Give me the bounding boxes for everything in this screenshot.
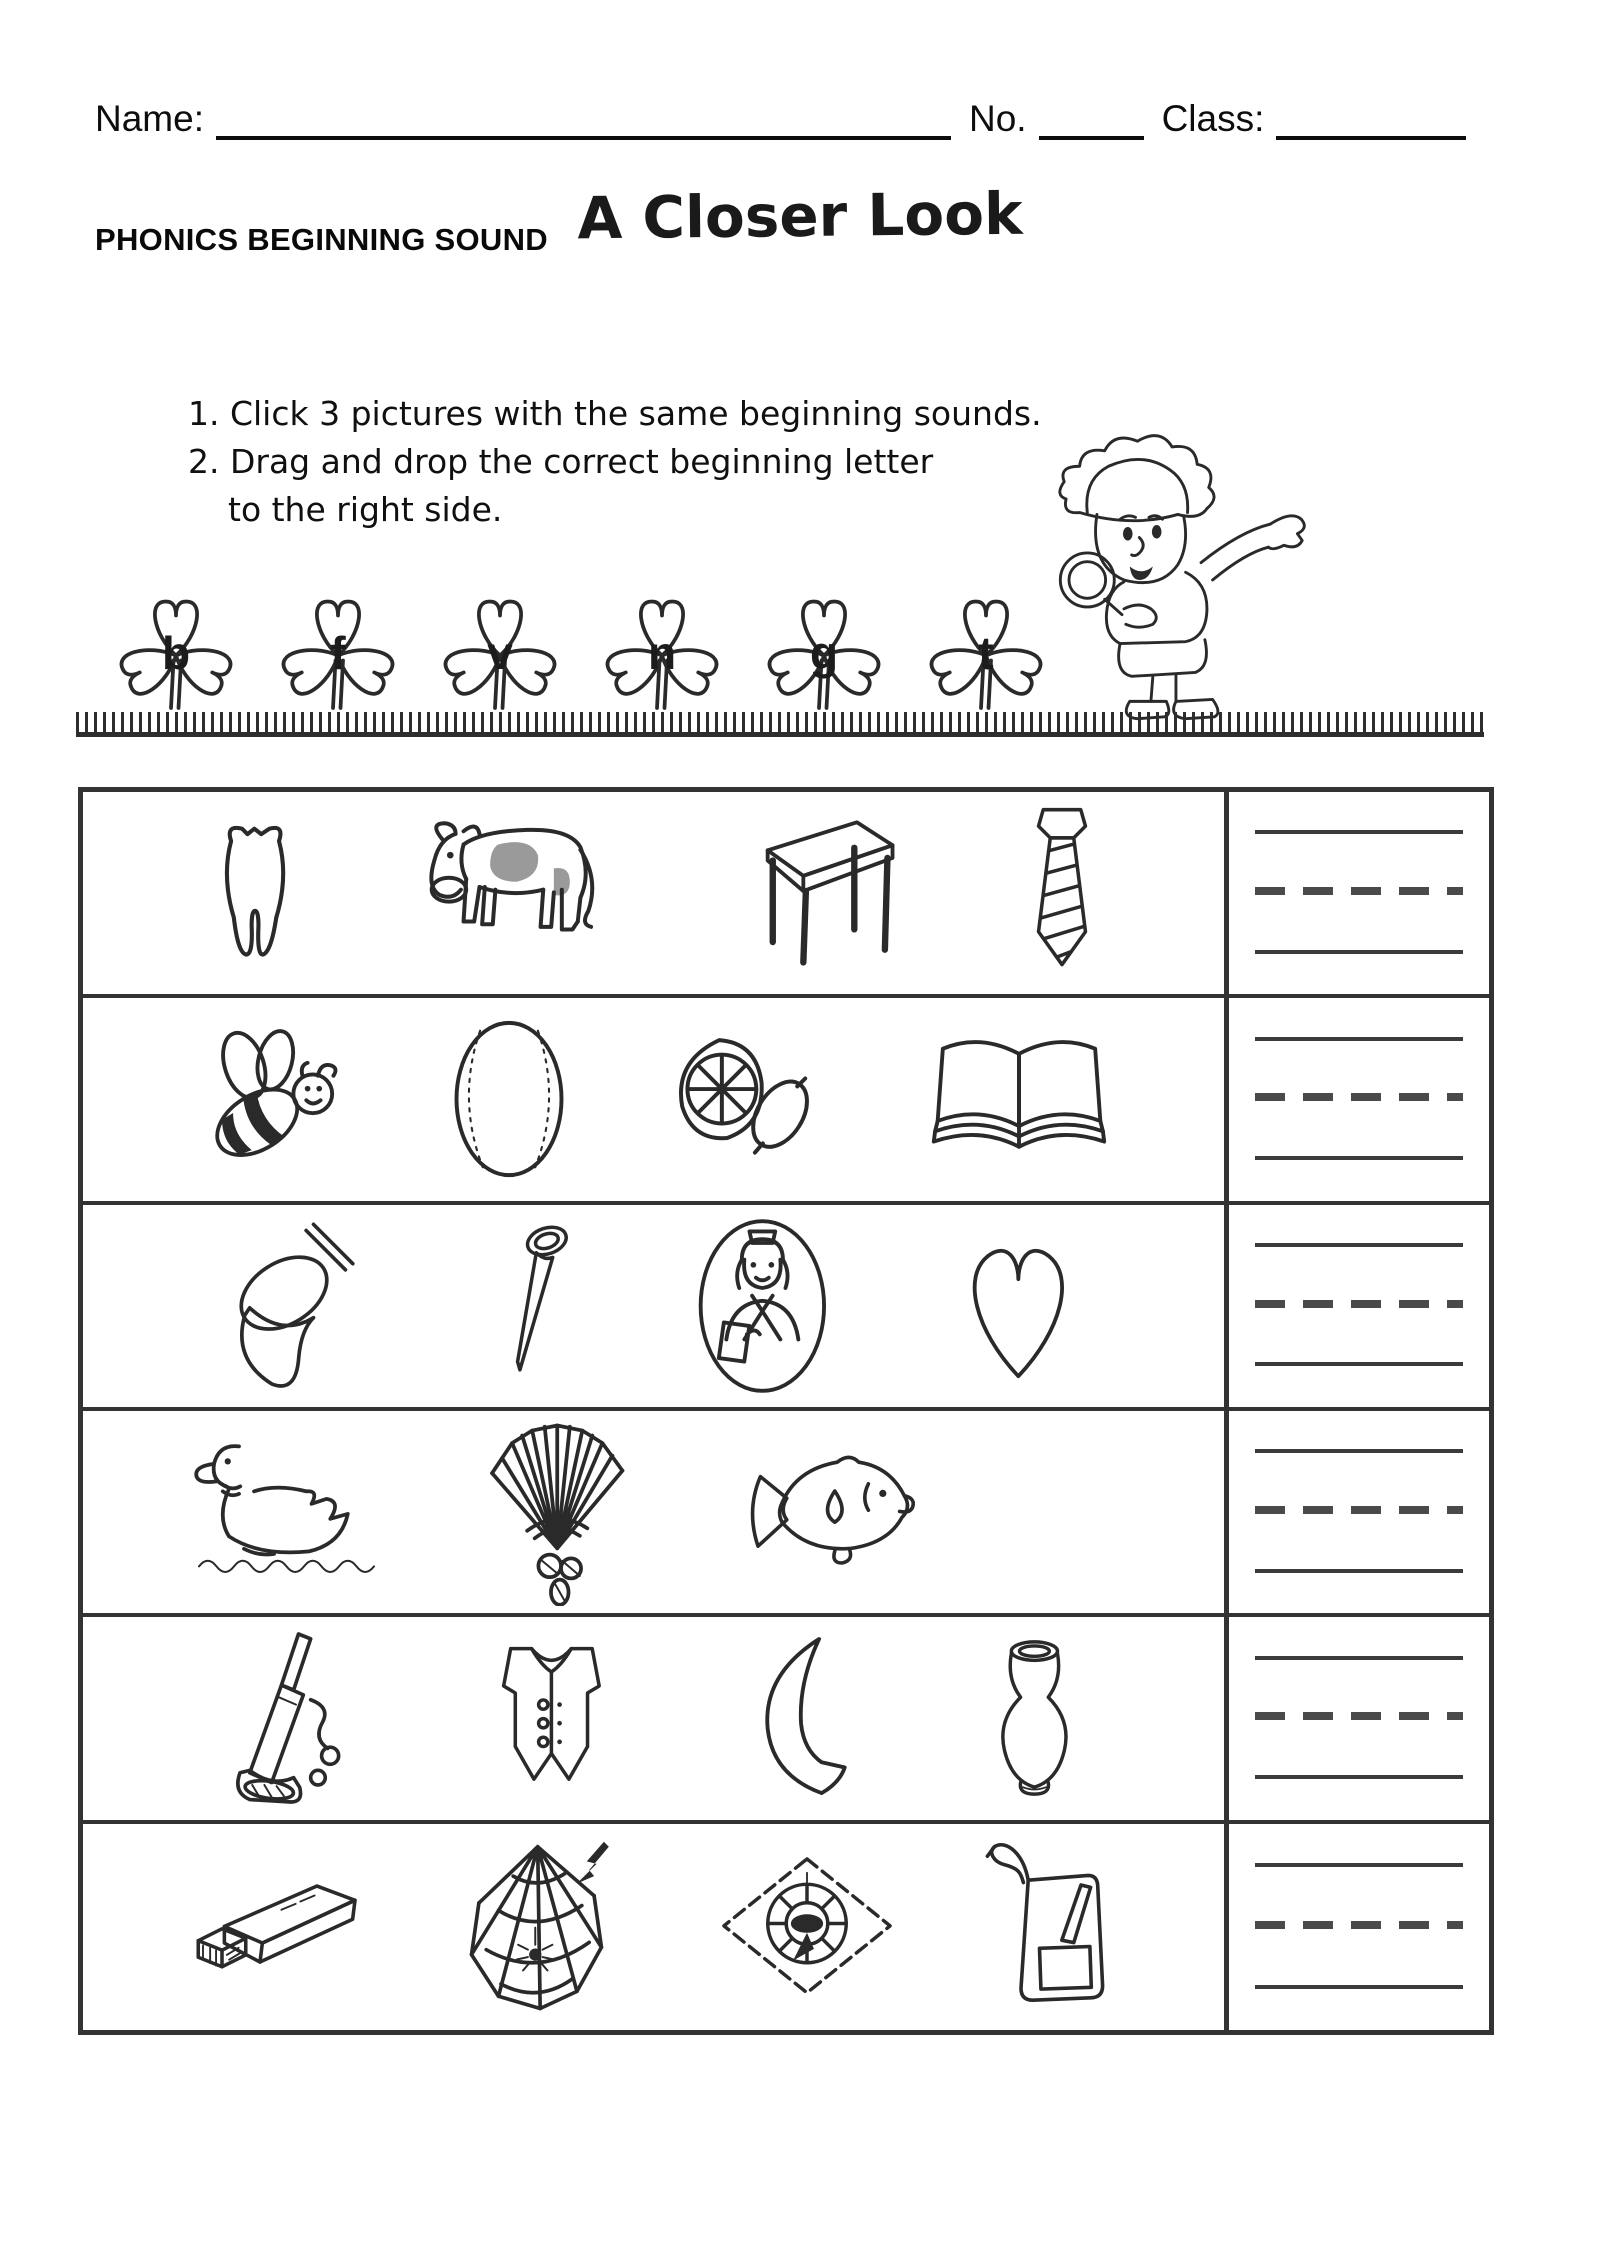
writing-line-middle [1255,1300,1463,1308]
clover-letter: f [330,627,346,679]
fan-icon[interactable] [477,1418,645,1606]
answer-drop-area-row2[interactable] [1224,998,1489,1200]
table-row [83,1824,1489,2030]
writing-line-top [1255,1656,1463,1660]
picture-cell-row2 [83,998,1224,1200]
answer-drop-area-row5[interactable] [1224,1617,1489,1819]
instruction-step2: 2. Drag and drop the correct beginning letter [188,441,934,481]
clover-letter: v [487,627,513,679]
picture-cell-row3 [83,1205,1224,1407]
writing-line-middle [1255,1093,1463,1101]
no-label: No. [968,98,1027,139]
moon-icon[interactable] [742,1630,864,1806]
table-row [83,1205,1489,1411]
page-title: A Closer Look [577,179,1023,253]
writing-line-bottom [1255,1985,1463,1989]
no-blank-line[interactable] [1039,96,1144,140]
stool-icon[interactable] [732,807,918,979]
writing-line-top [1255,1243,1463,1247]
writing-line-bottom [1255,1362,1463,1366]
writing-line-top [1255,830,1463,834]
clover-letter: g [809,627,839,679]
table-row [83,792,1489,998]
game-spinner-icon[interactable] [711,1852,903,2002]
section-heading: PHONICS BEGINNING SOUND [95,222,548,257]
writing-line-middle [1255,1712,1463,1720]
writing-line-top [1255,1449,1463,1453]
table-row [83,998,1489,1204]
svg-text:GAS: GAS [1038,1957,1094,1986]
nurse-icon[interactable] [695,1216,831,1396]
writing-line-top [1255,1863,1463,1867]
net-icon[interactable] [214,1217,386,1395]
letter-clover-row [98,578,1064,728]
writing-line-middle [1255,887,1463,895]
heart-icon[interactable] [945,1223,1093,1389]
writing-line-top [1255,1037,1463,1041]
answer-drop-area-row3[interactable] [1224,1205,1489,1407]
fish-icon[interactable] [734,1443,926,1581]
vase-icon[interactable] [986,1629,1084,1807]
writing-line-middle [1255,1921,1463,1929]
numeral-five-icon[interactable] [1014,1433,1118,1591]
grass-line [76,712,1484,737]
picture-cell-row4 [83,1411,1224,1613]
worksheet-table [78,787,1494,2035]
writing-line-middle [1255,1506,1463,1514]
writing-line-bottom [1255,950,1463,954]
lemon-icon[interactable] [661,1029,833,1169]
header-row [95,96,1485,140]
name-label: Name: [95,98,204,139]
clover-letter: n [647,627,677,679]
name-blank-line[interactable] [216,96,951,140]
answer-drop-area-row6[interactable] [1224,1824,1489,2030]
instruction-step1: 1. Click 3 pictures with the same beginning sounds. [188,394,1042,433]
picture-cell-row1 [83,792,1224,994]
detective-illustration [1010,420,1340,738]
instructions [188,390,1042,534]
letter-clover-f[interactable] [260,578,416,728]
answer-drop-area-row1[interactable] [1224,792,1489,994]
vacuum-icon[interactable] [223,1626,363,1810]
spider-web-icon[interactable] [456,1832,628,2022]
svg-text:5: 5 [1018,1433,1114,1592]
letter-clover-g[interactable] [746,578,902,728]
table-row [83,1617,1489,1823]
picture-cell-row5 [83,1617,1224,1819]
picture-cell-row6 [83,1824,1224,2030]
writing-line-bottom [1255,1156,1463,1160]
tie-icon[interactable] [1018,805,1106,981]
letter-clover-b[interactable] [98,578,254,728]
table-row [83,1411,1489,1617]
class-blank-line[interactable] [1276,96,1466,140]
gas-can-icon[interactable] [985,1835,1123,2019]
cow-icon[interactable] [405,810,631,976]
answer-drop-area-row4[interactable] [1224,1411,1489,1613]
baseball-icon[interactable] [446,1015,572,1183]
letter-clover-n[interactable] [584,578,740,728]
nail-icon[interactable] [500,1220,582,1392]
harmonica-icon[interactable] [184,1864,374,1990]
writing-line-bottom [1255,1775,1463,1779]
writing-line-bottom [1255,1569,1463,1573]
letter-clover-v[interactable] [422,578,578,728]
class-label: Class: [1161,98,1265,139]
duck-icon[interactable] [189,1433,389,1591]
bee-icon[interactable] [190,1021,358,1177]
vest-icon[interactable] [485,1630,619,1806]
book-icon[interactable] [921,1028,1117,1170]
clover-letter: t [978,627,994,679]
tooth-icon[interactable] [201,819,305,967]
clover-letter: b [161,627,191,679]
instruction-step2-cont: to the right side. [228,489,503,529]
